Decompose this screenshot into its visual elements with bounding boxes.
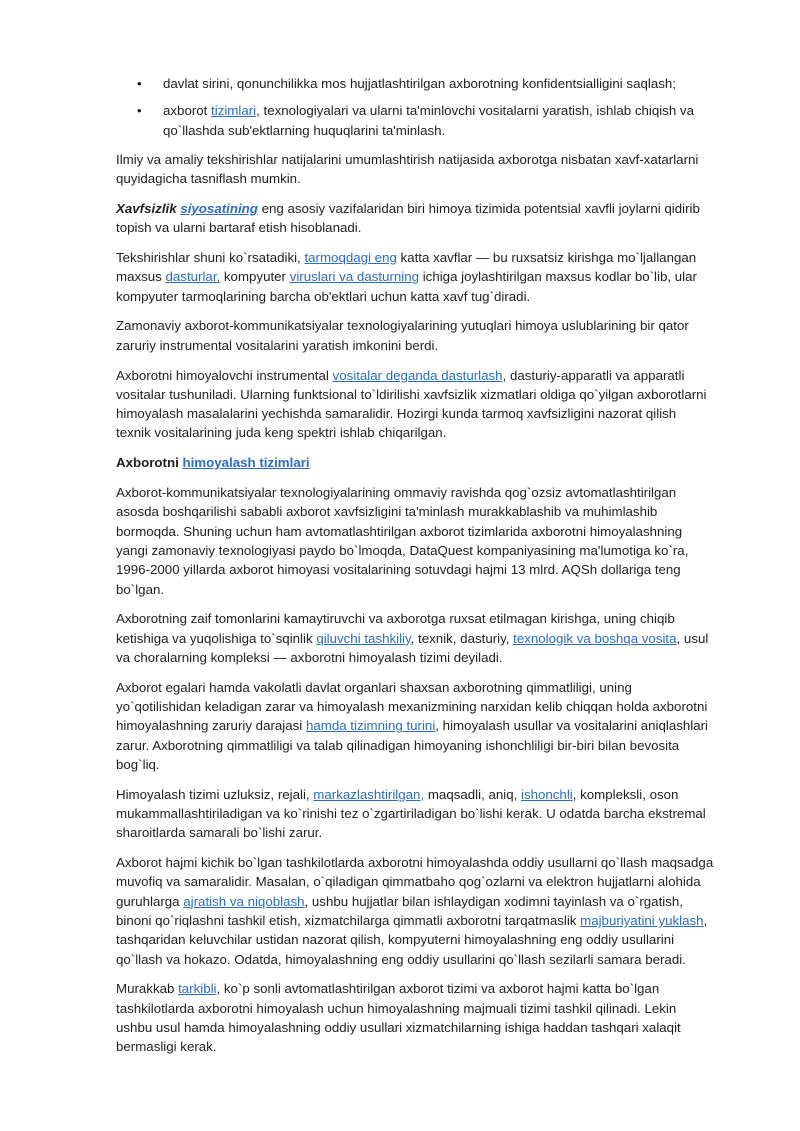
link-ishonchli[interactable]: ishonchli (520, 786, 573, 802)
link-ajratish[interactable]: ajratish va niqoblash (183, 893, 305, 909)
link-vositalar[interactable]: vositalar deganda dasturlash (332, 367, 503, 383)
paragraph: Zamonaviy axborot-kommunikatsiyalar texnologiyalarining yutuqlari himoya uslublarining bir qator zaruriy instrumental vositalarini yaratish imkonini berdi. (116, 318, 689, 353)
paragraph: Xavfsizlik siyosatining eng asosiy vazifalaridan biri himoya tizimida potentsial xavfli joylarni qidirib topish va ularni bartaraf etish hisoblanadi. (116, 200, 700, 236)
paragraph: Himoyalash tizimi uzluksiz, rejali, markazlashtirilgan, maqsadli, aniq, ishonchli, kompleksli, oson mukammallashtiriladigan va ko`rinishi tez o`zgartiriladigan bo`lishi kerak. U odatda barcha ekstremal sharoitlarda samarali bo`lishi zarur. (116, 786, 706, 841)
paragraph: Axborot-kommunikatsiyalar texnologiyalarining ommaviy ravishda qog`ozsiz avtomatlashtirilgan asosda boshqarilishi sababli axborot xavfsizligini ta'minlash murakkablashib va muhimlashib bormoqda. Shuning uchun ham avtomatlashtirilgan axborot tizimlarida axborotni himoyalashning yangi zamonaviy texnologiyasi paydo bo`lmoqda, DataQuest kompaniyasining ma'lumotiga ko`ra, 1996-2000 yillarda axborot himoyasi vositalarining sotuvdagi hajmi 13 mlrd. AQSh dollariga teng bo`lgan. (116, 485, 689, 597)
link-himoyalash-tizimlari[interactable]: himoyalash tizimlari (182, 455, 310, 471)
document-page (116, 74, 714, 1067)
link-markazlashtirilgan[interactable]: markazlashtirilgan, (313, 786, 425, 802)
section-heading: Axborotni himoyalash tizimlari (116, 455, 310, 471)
link-hamda-tizimning[interactable]: hamda tizimning turini (305, 718, 436, 734)
link-dasturlar[interactable]: dasturlar, (165, 269, 221, 285)
paragraph: Axborot hajmi kichik bo`lgan tashkilotlarda axborotni himoyalashda oddiy usullarni qo`llash maqsadga muvofiq va samaralidir. Masalan, o`qiladigan qimmatbaho qog`ozlarni va elektron hujjatlarni alohida guruhlarga ajratish va niqoblash, ushbu hujjatlar bilan ishlaydigan xodimni tayinlash va o`rgatish, binoni qo`riqlashni tashkil etish, xizmatchilarga qimmatli axborotni tarqatmaslik majburiyatini yuklash, tashqaridan keluvchilar ustidan nazorat qilish, kompyuterni himoyalashning eng oddiy usullarini qo`llash va hokazo. Odatda, himoyalashning eng oddiy usullarini qo`llash sezilarli samara beradi. (116, 855, 714, 967)
link-viruslari[interactable]: viruslari va dasturning (289, 269, 420, 285)
paragraph: Axborotning zaif tomonlarini kamaytiruvchi va axborotga ruxsat etilmagan kirishga, uning chiqib ketishiga va yuqolishiga to`sqinlik qiluvchi tashkiliy, texnik, dasturiy, texnologik va boshqa vosita, usul va choralarning kompleksi — axborotni himoyalash tizimi deyiladi. (116, 611, 709, 665)
bullet-icon: • (137, 103, 142, 119)
link-tizimlari[interactable]: tizimlari (211, 103, 257, 119)
link-majburiyatini[interactable]: majburiyatini yuklash (580, 912, 704, 928)
list-item: • axborot tizimlari, texnologiyalari va ularni ta'minlovchi vositalarni yaratish, ishlab chiqish va qo`llashda sub'ektlarning huquqlarini ta'minlash. (137, 103, 694, 138)
link-texnologik[interactable]: texnologik va boshqa vosita (513, 630, 677, 646)
paragraph: Tekshirishlar shuni ko`rsatadiki, tarmoqdagi eng katta xavflar — bu ruxsatsiz kirishga mo`ljallangan maxsus dasturlar, kompyuter viruslari va dasturning ichiga joylashtirilgan maxsus kodlar bo`lib, ular kompyuter tarmoqlarining barcha ob'ektlari uchun katta xavf tug`diradi. (116, 250, 697, 304)
link-tarkibli[interactable]: tarkibli (178, 981, 217, 997)
paragraph: Ilmiy va amaliy tekshirishlar natijalarini umumlashtirish natijasida axborotga nisbatan xavf-xatarlarni quyidagicha tasniflash mumkin. (116, 151, 699, 187)
paragraph: Murakkab tarkibli, ko`p sonli avtomatlashtirilgan axborot tizimi va axborot hajmi katta bo`lgan tashkilotlarda axborotni himoyalash uchun himoyalashning majmuali tizimi tashkil qilinadi. Lekin ushbu usul hamda himoyalashning oddiy usullari xizmatchilarning ishiga haddan tashqari xalaqit bermasligi kerak. (116, 981, 681, 1055)
paragraph: Axborot egalari hamda vakolatli davlat organlari shaxsan axborotning qimmatliligi, uning yo`qotilishidan keladigan zarar va himoyalash mexanizmining narxidan kelib chiqqan holda axborotni himoyalashning zaruriy darajasi hamda tizimning turini, himoyalash usullar va vositalarini aniqlashlari zarur. Axborotning qimmatliligi va talab qilinadigan himoyaning ishonchliligi bir-biri bilan bevosita bog`liq. (116, 679, 709, 772)
link-tarmoqdagi-eng[interactable]: tarmoqdagi eng (304, 250, 397, 266)
list-item: • davlat sirini, qonunchilikka mos hujjatlashtirilgan axborotning konfidentsialligini saqlash; (116, 74, 714, 93)
paragraph: Axborotni himoyalovchi instrumental vositalar deganda dasturlash, dasturiy-apparatli va apparatli vositalar tushuniladi. Ularning funktsional to`ldirilishi xavfsizlik xizmatlari oldiga qo`yilgan axborotlarni himoyalash masalalarini yechishda samaralidir. Hozirgi kunda tarmoq xavfsizligini nazorat qilish texnik vositalarining juda keng spektri ishlab chiqarilgan. (116, 367, 707, 441)
link-siyosatining[interactable]: siyosatining (180, 200, 258, 216)
link-qiluvchi-tashkiliy[interactable]: qiluvchi tashkiliy (316, 630, 411, 646)
bullet-list (116, 74, 714, 140)
bullet-icon: • (137, 76, 142, 91)
